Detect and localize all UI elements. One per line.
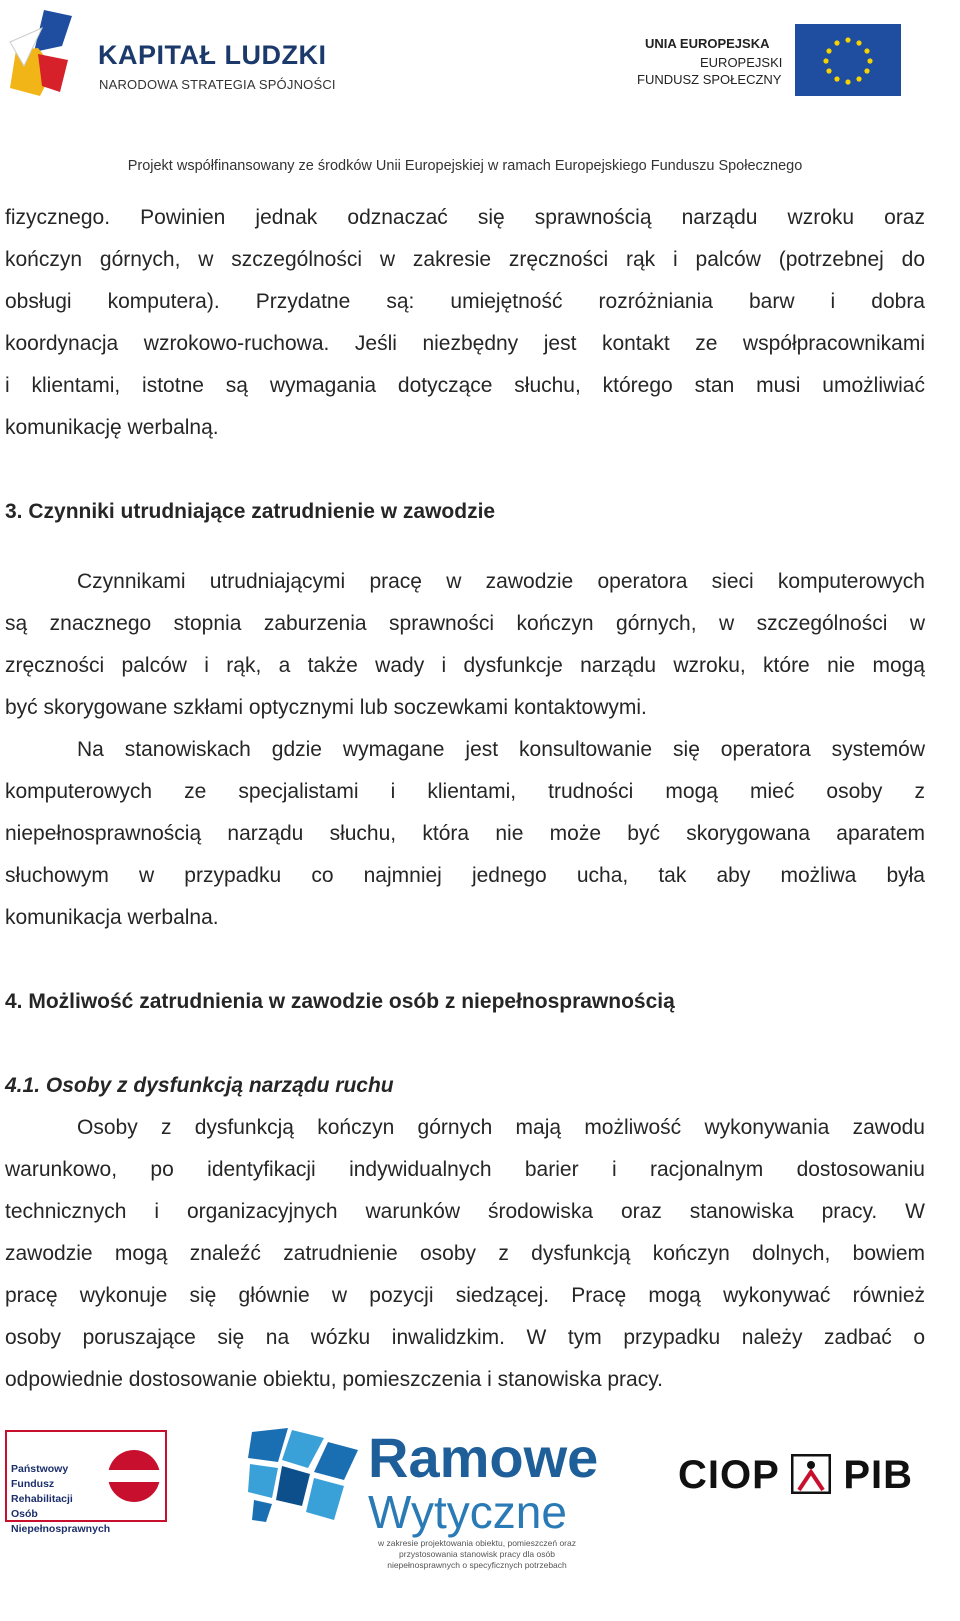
ue-label-line2: EUROPEJSKI [700,55,783,70]
paragraph-line: osoby poruszające się na wózku inwalidzkim. W tym przypadku należy zadbać o [5,1326,925,1349]
paragraph-line: i klientami, istotne są wymagania dotyczące słuchu, którego stan musi umożliwiać [5,374,925,397]
paragraph-line: niepełnosprawnością narządu słuchu, która nie może być skorygowana aparatem [5,822,925,845]
pib-text: PIB [843,1453,914,1497]
paragraph-line: są znacznego stopnia zaburzenia sprawności kończyn górnych, w szczególności w [5,612,925,635]
pfron-text [11,1462,111,1537]
pfron-line2: Rehabilitacji Osób [11,1493,73,1520]
kapital-ludzki-subtitle: NARODOWA STRATEGIA SPÓJNOŚCI [99,77,336,92]
section-heading-3: 3. Czynniki utrudniające zatrudnienie w zawodzie [5,500,496,523]
paragraph-line: odpowiednie dostosowanie obiektu, pomieszczenia i stanowiska pracy. [5,1368,663,1391]
kapital-ludzki-logo [4,8,74,116]
paragraph-line: technicznych i organizacyjnych warunków środowiska oraz stanowiska pracy. W [5,1200,925,1223]
paragraph-line: kończyn górnych, w szczególności w zakresie zręczności rąk i palców (potrzebnej do [5,248,925,271]
ramowe-wytyczne-subtitle: w zakresie projektowania obiektu, pomieszczeń oraz przystosowania stanowisk pracy dla osób niepełnosprawnych o specyficznych potrzebach [378,1538,576,1570]
ue-label-line3: FUNDUSZ SPOŁECZNY [637,72,782,87]
paragraph-line: Na stanowiskach gdzie wymagane jest konsultowanie się operatora systemów [77,738,925,761]
wytyczne-title: Wytyczne [368,1486,567,1538]
ciop-person-icon [791,1454,831,1494]
subsection-heading-4-1: 4.1. Osoby z dysfunkcją narządu ruchu [5,1074,394,1097]
pfron-line3: Niepełnosprawnych [11,1523,111,1535]
paragraph-line: komunikacja werbalna. [5,906,219,929]
paragraph-line: komputerowych ze specjalistami i klientami, trudności mogą mieć osoby z [5,780,925,803]
paragraph-line: słuchowym w przypadku co najmniej jednego ucha, tak aby możliwa była [5,864,925,887]
ramowe-title: Ramowe [368,1426,599,1489]
eu-flag-icon [795,24,901,96]
project-cofinancing-note: Projekt współfinansowany ze środków Unii Europejskiej w ramach Europejskiego Funduszu Społecznego [127,158,803,174]
paragraph-line: zręczności palców i rąk, a także wady i dysfunkcje narządu wzroku, które nie mogą [5,654,925,677]
paragraph-line: Czynnikami utrudniającymi pracę w zawodzie operatora sieci komputerowych [77,570,925,593]
paragraph-line: fizycznego. Powinien jednak odznaczać się sprawnością narządu wzroku oraz [5,206,925,229]
ue-label-line1: UNIA EUROPEJSKA [645,36,770,51]
paragraph-line: koordynacja wzrokowo-ruchowa. Jeśli niezbędny jest kontakt ze współpracownikami [5,332,925,355]
paragraph-line: warunkowo, po identyfikacji indywidualnych barier i racjonalnym dostosowaniu [5,1158,925,1181]
paragraph-line: Osoby z dysfunkcją kończyn górnych mają możliwość wykonywania zawodu [77,1116,925,1139]
paragraph-line: zawodzie mogą znaleźć zatrudnienie osoby z dysfunkcją kończyn dolnych, bowiem [5,1242,925,1265]
pfron-line1: Państwowy Fundusz [11,1463,69,1490]
paragraph-line: obsługi komputera). Przydatne są: umiejętność rozróżniania barw i dobra [5,290,925,313]
ciop-text: CIOP [678,1453,780,1497]
kapital-ludzki-title: KAPITAŁ LUDZKI [98,40,327,70]
paragraph-line: komunikację werbalną. [5,416,219,439]
ciop-pib-logo [678,1453,913,1498]
section-heading-4: 4. Możliwość zatrudnienia w zawodzie osób z niepełnosprawnością [5,990,675,1013]
paragraph-line: pracę wykonuje się głównie w pozycji siedzącej. Pracę mogą wykonywać również [5,1284,925,1307]
ramowe-wytyczne-mosaic-icon [248,1428,360,1524]
paragraph-line: być skorygowane szkłami optycznymi lub soczewkami kontaktowymi. [5,696,647,719]
pfron-emblem-icon [107,1440,161,1512]
